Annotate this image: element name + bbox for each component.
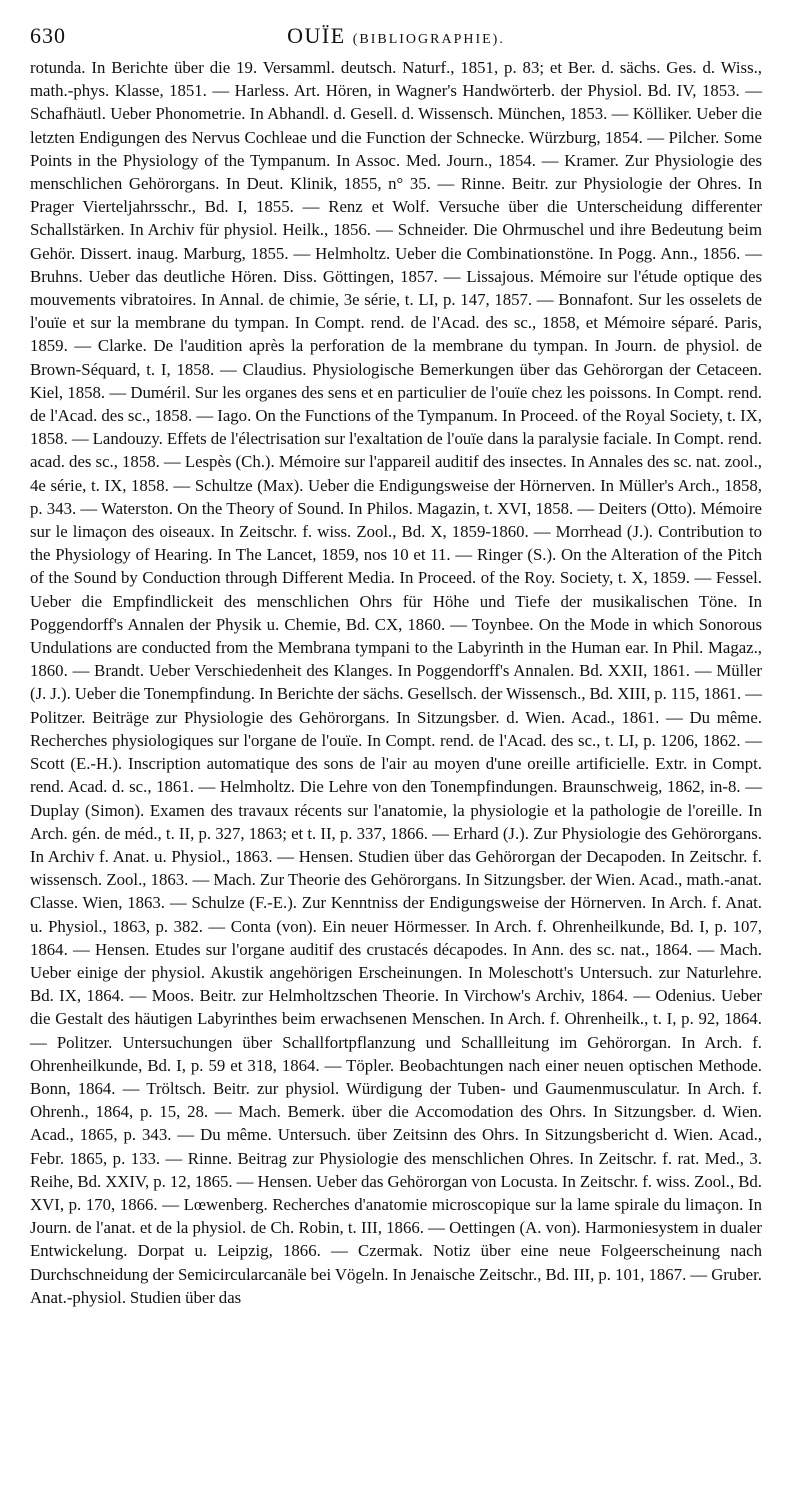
page-header bbox=[30, 16, 762, 56]
bibliography-text bbox=[30, 56, 762, 1309]
running-head bbox=[30, 16, 762, 60]
bibliography-paragraph: rotunda. In Berichte über die 19. Versamml. deutsch. Naturf., 1851, p. 83; et Ber. d. sächs. Ges. d. Wiss., math.-phys. Klasse, 1851. — Harless. Art. Hören, in Wagner's Handwörterb. der Physiol. Bd. IV, 1853. — Schafhäutl. Ueber Phonometrie. In Abhandl. d. Gesell. d. Wissensch. München, 1853. — Kölliker. Ueber die letzten Endigungen des Nervus Cochleae und die Function der Schnecke. Würzburg, 1854. — Pilcher. Some Points in the Physiology of the Tympanum. In Assoc. Med. Journ., 1854. — Kramer. Zur Physiologie des menschlichen Gehörorgans. In Deut. Klinik, 1855, n° 35. — Rinne. Beitr. zur Physiologie der Ohres. In Prager Vierteljahrsschr., Bd. I, 1855. — Renz et Wolf. Versuche über die Unterscheidung differenter Schallstärken. In Archiv für physiol. Heilk., 1856. — Schneider. Die Ohrmuschel und ihre Bedeutung beim Gehör. Dissert. inaug. Marburg, 1855. — Helmholtz. Ueber die Combinationstöne. In Pogg. Ann., 1856. — Bruhns. Ueber das deutliche Hören. Diss. Göttingen, 1857. — Lissajous. Mémoire sur l'étude optique des mouvements vibratoires. In Annal. de chimie, 3e série, t. LI, p. 147, 1857. — Bonnafont. Sur les osselets de l'ouïe et sur la membrane du tympan. In Compt. rend. de l'Acad. des sc., 1858, et Mémoire séparé. Paris, 1859. — Clarke. De l'audition après la perforation de la membrane du tympan. In Journ. de physiol. de Brown-Séquard, t. I, 1858. — Claudius. Physiologische Bemerkungen über das Gehörorgan der Cetaceen. Kiel, 1858. — Duméril. Sur les organes des sens et en particulier de l'ouïe chez les poissons. In Compt. rend. de l'Acad. des sc., 1858. — Iago. On the Functions of the Tympanum. In Proceed. of the Royal Society, t. IX, 1858. — Landouzy. Effets de l'électrisation sur l'exaltation de l'ouïe dans la paralysie faciale. In Compt. rend. acad. des sc., 1858. — Lespès (Ch.). Mémoire sur l'appareil auditif des insectes. In Annales des sc. nat. zool., 4e série, t. IX, 1858. — Schultze (Max). Ueber die Endigungsweise der Hörnerven. In Müller's Arch., 1858, p. 343. — Waterston. On the Theory of Sound. In Philos. Magazin, t. XVI, 1858. — Deiters (Otto). Mémoire sur le limaçon des oiseaux. In Zeitschr. f. wiss. Zool., Bd. X, 1859-1860. — Morrhead (J.). Contribution to the Physiology of Hearing. In The Lancet, 1859, nos 10 et 11. — Ringer (S.). On the Alteration of the Pitch of the Sound by Conduction through Different Media. In Proceed. of the Roy. Society, t. X, 1859. — Fessel. Ueber die Empfindlickeit des menschlichen Ohrs für Höhe und Tiefe der musikalischen Töne. In Poggendorff's Annalen der Physik u. Chemie, Bd. CX, 1860. — Toynbee. On the Mode in which Sonorous Undulations are conducted from the Membrana tympani to the Labyrinth in the Human ear. In Phil. Magaz., 1860. — Brandt. Ueber Verschiedenheit des Klanges. In Poggendorff's Annalen. Bd. XXII, 1861. — Müller (J. J.). Ueber die Tonempfindung. In Berichte der sächs. Gesellsch. der Wissensch., Bd. XIII, p. 115, 1861. — Politzer. Beiträge zur Physiologie des Gehörorgans. In Sitzungsber. d. Wien. Acad., 1861. — Du même. Recherches physiologiques sur l'organe de l'ouïe. In Compt. rend. de l'Acad. des sc., t. LI, p. 1206, 1862. — Scott (E.-H.). Inscription automatique des sons de l'air au moyen d'une oreille artificielle. Extr. in Compt. rend. Acad. d. sc., 1861. — Helmholtz. Die Lehre von den Tonempfindungen. Braunschweig, 1862, in-8. — Duplay (Simon). Examen des travaux récents sur l'anatomie, la physiologie et la pathologie de l'oreille. In Arch. gén. de méd., t. II, p. 327, 1863; et t. II, p. 337, 1866. — Erhard (J.). Zur Physiologie des Gehörorgans. In Archiv f. Anat. u. Physiol., 1863. — Hensen. Studien über das Gehörorgan der Decapoden. In Zeitschr. f. wissensch. Zool., 1863. — Mach. Zur Theorie des Gehörorgans. In Sitzungsber. der Wien. Acad., math.-anat. Classe. Wien, 1863. — Schulze (F.-E.). Zur Kenntniss der Endigungsweise der Hörnerven. In Arch. f. Anat. u. Physiol., 1863, p. 382. — Conta (von). Ein neuer Hörmesser. In Arch. f. Ohrenheilkunde, Bd. I, p. 107, 1864. — Hensen. Etudes sur l'organe auditif des crustacés décapodes. In Ann. des sc. nat., 1864. — Mach. Ueber einige der physiol. Akustik angehörigen Erscheinungen. In Moleschott's Untersuch. zur Naturlehre. Bd. IX, 1864. — Moos. Beitr. zur Helmholtzschen Theorie. In Virchow's Archiv, 1864. — Odenius. Ueber die Gestalt des häutigen Labyrinthes beim erwachsenen Menschen. In Arch. f. Ohrenheilk., t. I, p. 92, 1864. — Politzer. Untersuchungen über Schallfortpflanzung und Schallleitung im Gehörorgan. In Arch. f. Ohrenheilkunde, Bd. I, p. 59 et 318, 1864. — Töpler. Beobachtungen nach einer neuen optischen Methode. Bonn, 1864. — Tröltsch. Beitr. zur physiol. Würdigung der Tuben- und Gaumenmusculatur. In Arch. f. Ohrenh., 1864, p. 15, 28. — Mach. Bemerk. über die Accomodation des Ohrs. In Sitzungsber. d. Wien. Acad., 1865, p. 343. — Du même. Untersuch. über Zeitsinn des Ohrs. In Sitzungsbericht d. Wien. Acad., Febr. 1865, p. 133. — Rinne. Beitrag zur Physiologie des menschlichen Ohres. In Zeitschr. f. rat. Med., 3. Reihe, Bd. XXIV, p. 12, 1865. — Hensen. Ueber das Gehörorgan von Locusta. In Zeitschr. f. wiss. Zool., Bd. XVI, p. 170, 1866. — Lœwenberg. Recherches d'anatomie microscopique sur la lame spirale du limaçon. In Journ. de l'anat. et de la physiol. de Ch. Robin, t. III, 1866. — Oettingen (A. von). Harmoniesystem in dualer Entwickelung. Dorpat u. Leipzig, 1866. — Czermak. Notiz über eine neue Folgeerscheinung nach Durchschneidung der Semicircularcanäle bei Vögeln. In Jenaische Zeitschr., Bd. III, p. 101, 1867. — Gruber. Anat.-physiol. Studien über das bbox=[30, 58, 762, 1307]
running-head-title: OUÏE bbox=[287, 23, 346, 48]
page-number: 630 bbox=[30, 23, 66, 48]
running-head-subtitle: (BIBLIOGRAPHIE). bbox=[352, 32, 505, 47]
